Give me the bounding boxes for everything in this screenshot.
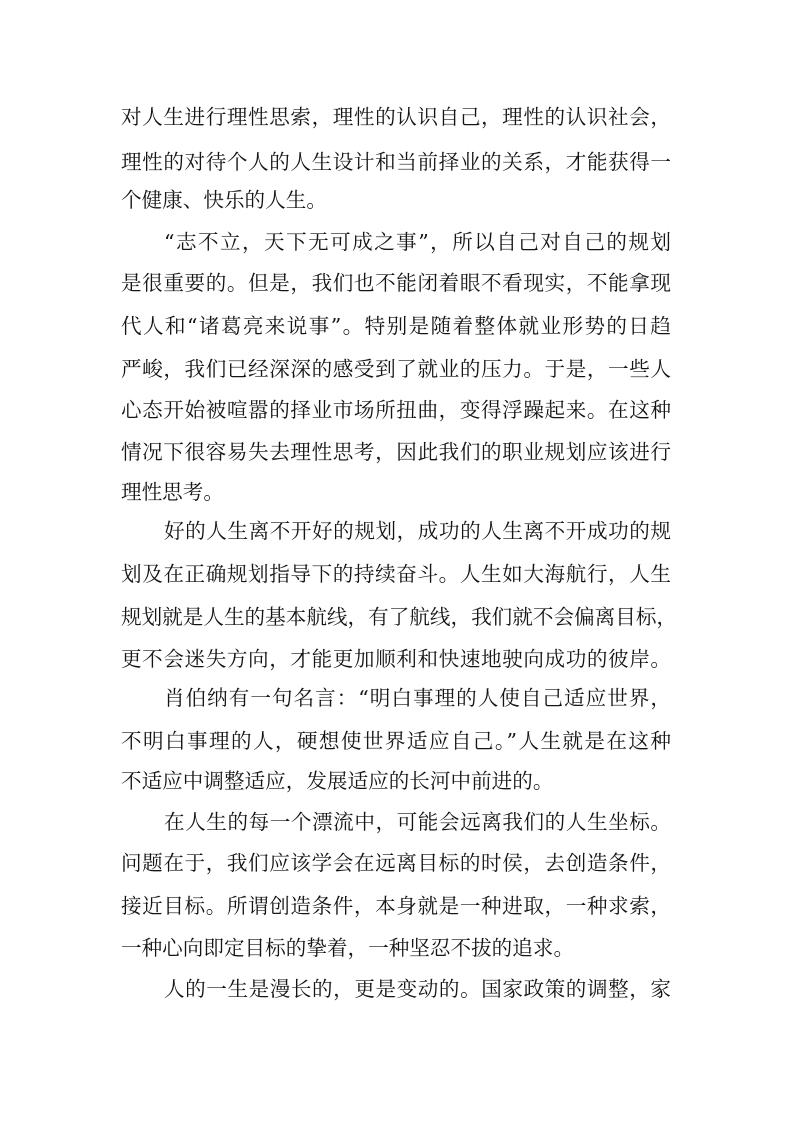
text-line: 心态开始被喧嚣的择业市场所扭曲，变得浮躁起来。在这种	[121, 398, 671, 422]
text-line: 代人和“诸葛亮来说事”。特别是随着整体就业形势的日趋	[121, 314, 671, 338]
text-line: 严峻，我们已经深深的感受到了就业的压力。于是，一些人	[121, 357, 671, 381]
text-line: 问题在于，我们应该学会在远离目标的时侯，去创造条件，	[121, 851, 671, 875]
text-line: 对人生进行理性思索，理性的认识自己，理性的认识社会，	[121, 105, 671, 129]
text-line: 理性的对待个人的人生设计和当前择业的关系，才能获得一	[121, 150, 671, 174]
text-line: 规划就是人生的基本航线，有了航线，我们就不会偏离目标，	[121, 605, 678, 629]
text-line: 接近目标。所谓创造条件，本身就是一种进取，一种求索，	[121, 894, 671, 918]
text-line: 是很重要的。但是，我们也不能闭着眼不看现实，不能拿现	[121, 271, 671, 295]
text-line: 不明白事理的人，硬想使世界适应自己。”人生就是在这种	[121, 729, 671, 753]
text-line: 人的一生是漫长的，更是变动的。国家政策的调整，家	[164, 977, 671, 1001]
text-line: 一种心向即定目标的挚着，一种坚忍不拔的追求。	[121, 936, 575, 960]
text-line: 在人生的每一个漂流中，可能会远离我们的人生坐标。	[164, 810, 671, 834]
text-line: 情况下很容易失去理性思考，因此我们的职业规划应该进行	[121, 440, 671, 464]
text-line: “志不立，天下无可成之事”，所以自己对自己的规划	[164, 230, 671, 254]
text-line: 个健康、快乐的人生。	[121, 188, 327, 212]
text-line: 划及在正确规划指导下的持续奋斗。人生如大海航行，人生	[121, 562, 671, 586]
text-line: 好的人生离不开好的规划，成功的人生离不开成功的规	[164, 519, 671, 543]
text-line: 更不会迷失方向，才能更加顺利和快速地驶向成功的彼岸。	[121, 647, 671, 671]
text-line: 理性思考。	[121, 480, 224, 504]
text-line: 不适应中调整适应，发展适应的长河中前进的。	[121, 769, 554, 793]
text-line: 肖伯纳有一句名言：“明白事理的人使自己适应世界，	[164, 686, 671, 710]
